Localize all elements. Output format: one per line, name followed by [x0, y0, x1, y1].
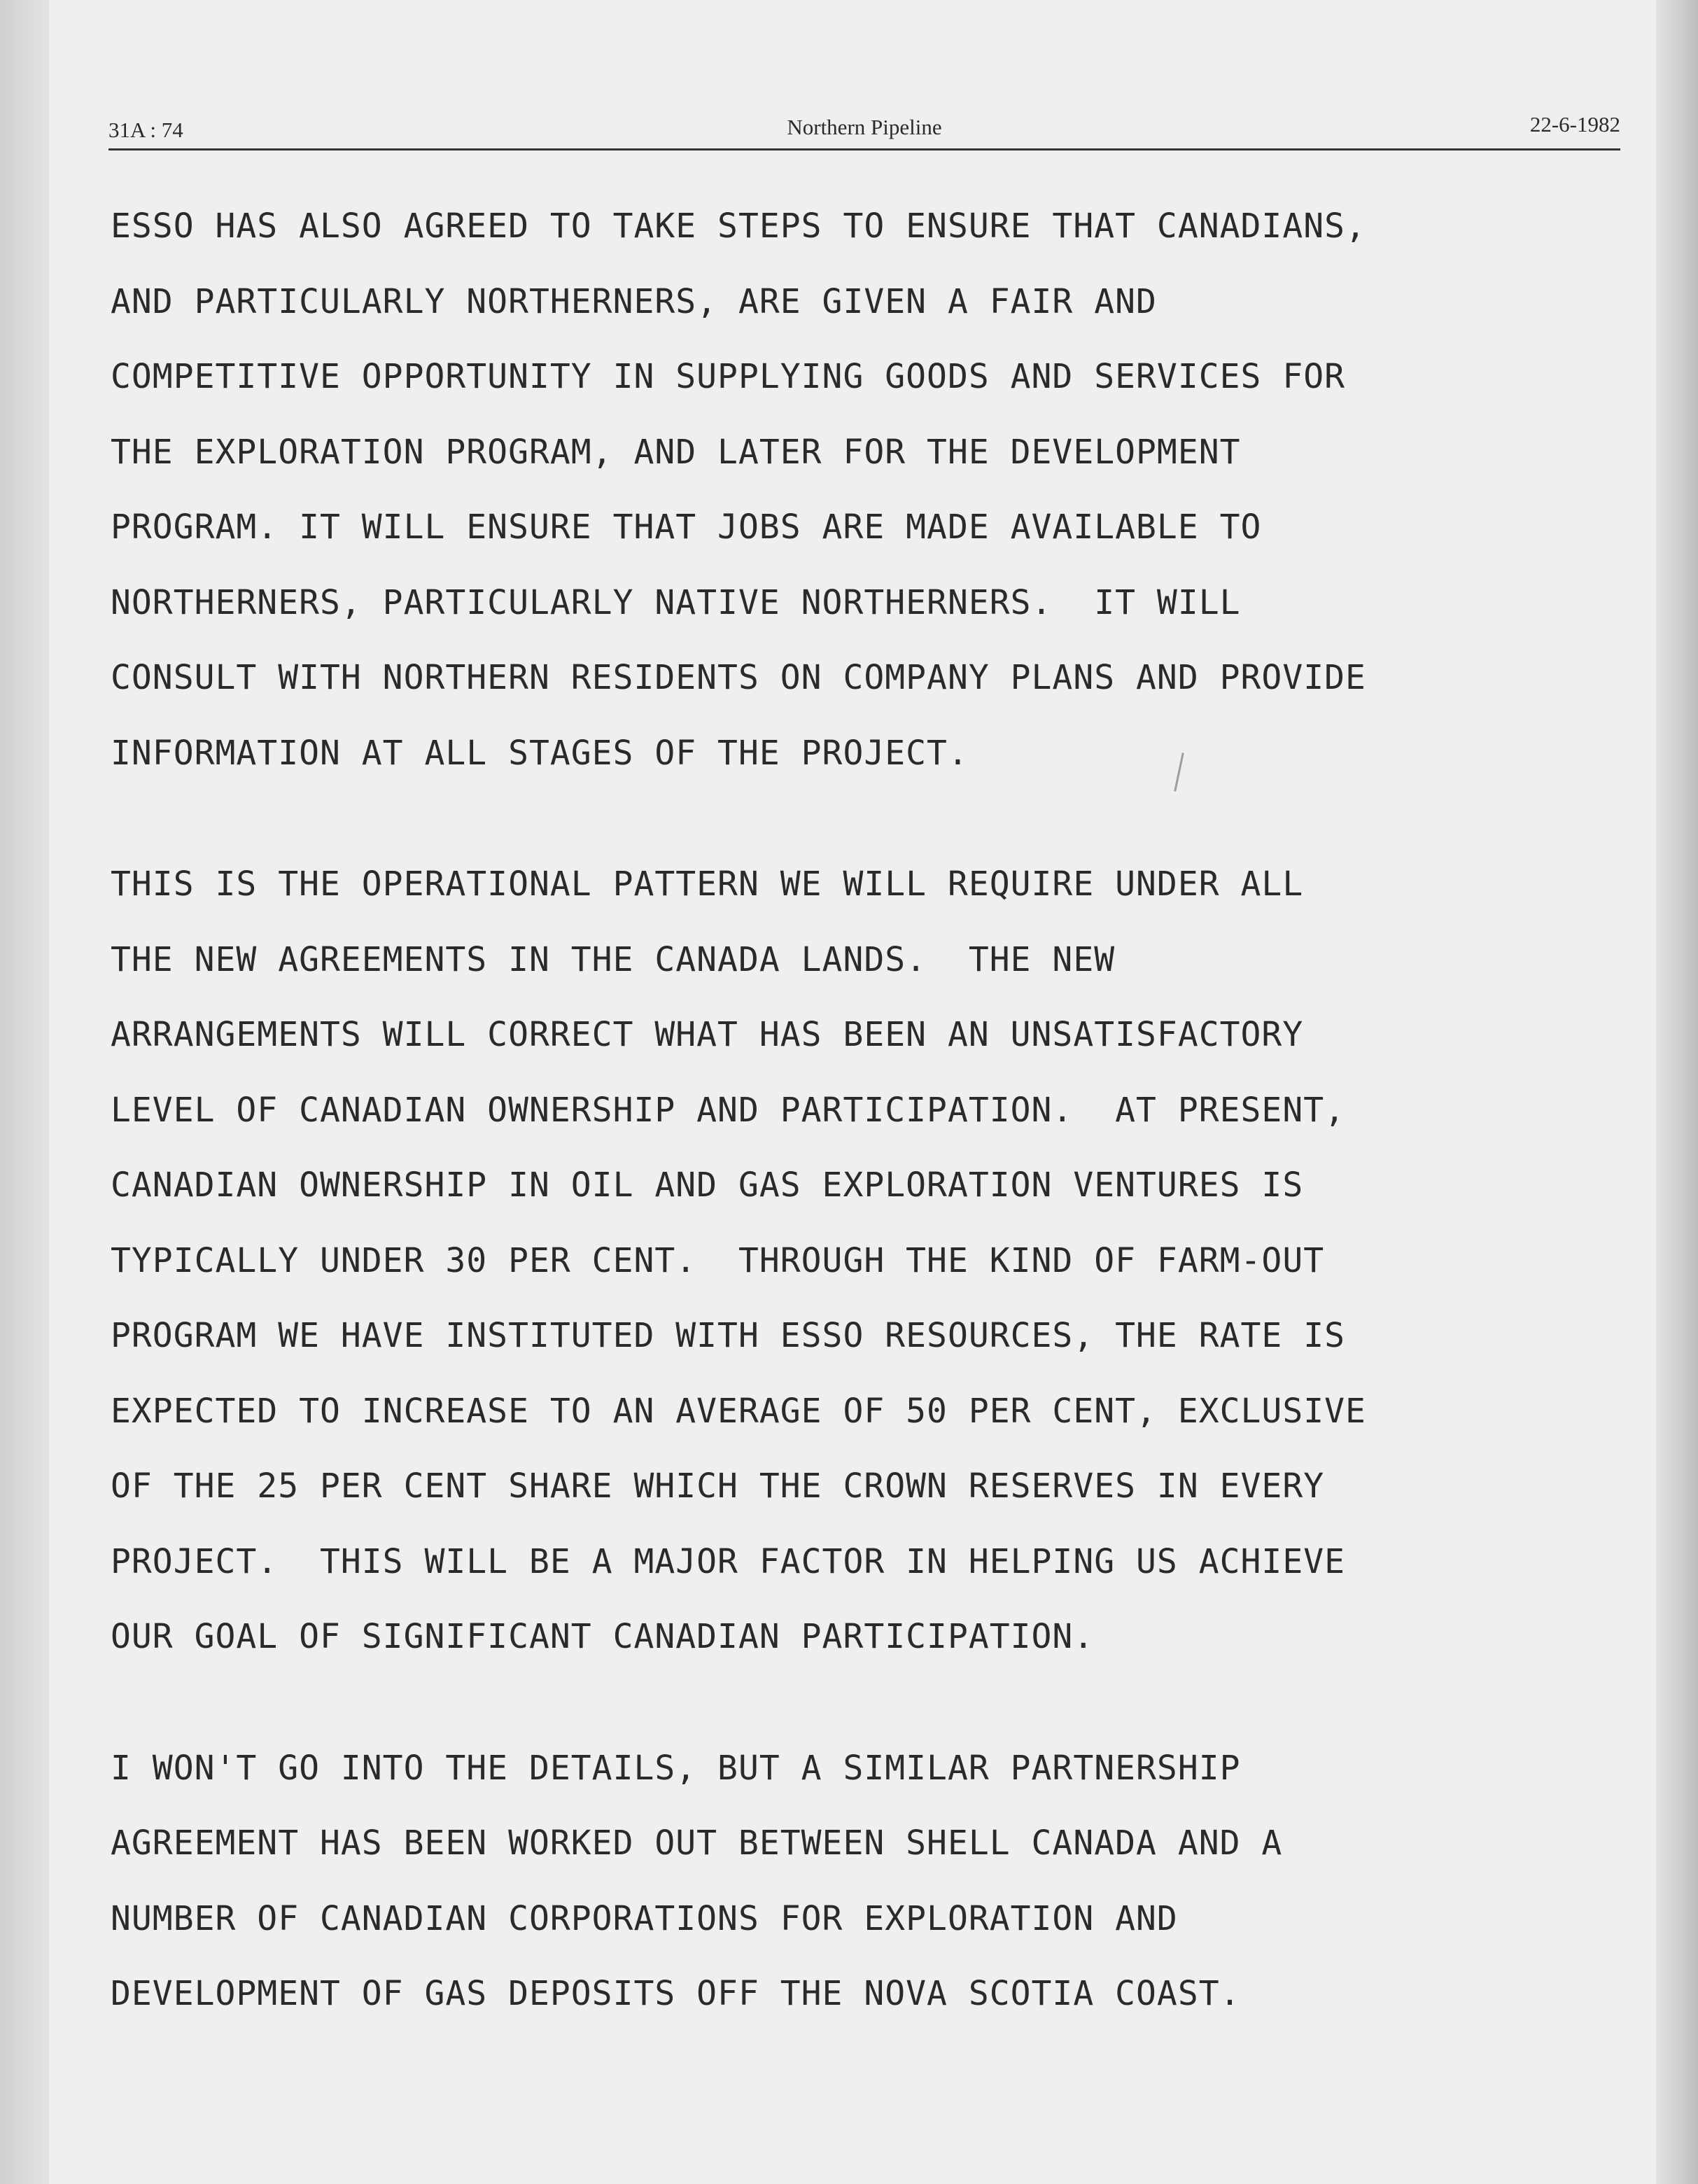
page-reference: 31A : 74 [108, 118, 183, 142]
text-line: CANADIAN OWNERSHIP IN OIL AND GAS EXPLORATION VENTURES IS [111, 1166, 1304, 1205]
text-line: ESSO HAS ALSO AGREED TO TAKE STEPS TO ENSURE THAT CANADIANS, [111, 206, 1366, 246]
paragraph-gap [111, 1675, 1566, 1731]
text-line: PROJECT. THIS WILL BE A MAJOR FACTOR IN HELPING US ACHIEVE [111, 1541, 1346, 1581]
body-text [111, 189, 1566, 2032]
text-line: EXPECTED TO INCREASE TO AN AVERAGE OF 50 PER CENT, EXCLUSIVE [111, 1391, 1366, 1431]
running-header [108, 105, 1620, 150]
paragraph-2 [111, 847, 1566, 1675]
text-line: LEVEL OF CANADIAN OWNERSHIP AND PARTICIPATION. AT PRESENT, [111, 1090, 1346, 1130]
document-date: 22-6-1982 [1529, 112, 1620, 136]
document-title: Northern Pipeline [787, 115, 942, 139]
text-line: THE EXPLORATION PROGRAM, AND LATER FOR THE DEVELOPMENT [111, 432, 1241, 472]
text-line: INFORMATION AT ALL STAGES OF THE PROJECT. [111, 733, 969, 773]
text-line: OUR GOAL OF SIGNIFICANT CANADIAN PARTICIPATION. [111, 1617, 1095, 1656]
text-line: AND PARTICULARLY NORTHERNERS, ARE GIVEN A FAIR AND [111, 281, 1157, 321]
scan-right-edge [1656, 0, 1698, 2184]
text-line: DEVELOPMENT OF GAS DEPOSITS OFF THE NOVA SCOTIA COAST. [111, 1974, 1241, 2013]
text-line: TYPICALLY UNDER 30 PER CENT. THROUGH THE KIND OF FARM-OUT [111, 1240, 1325, 1280]
text-line: I WON'T GO INTO THE DETAILS, BUT A SIMILAR PARTNERSHIP [111, 1748, 1241, 1788]
text-line: PROGRAM. IT WILL ENSURE THAT JOBS ARE MADE AVAILABLE TO [111, 507, 1262, 547]
text-line: THE NEW AGREEMENTS IN THE CANADA LANDS. THE NEW [111, 939, 1116, 979]
text-line: OF THE 25 PER CENT SHARE WHICH THE CROWN RESERVES IN EVERY [111, 1466, 1325, 1506]
paragraph-gap [111, 791, 1566, 847]
text-line: CONSULT WITH NORTHERN RESIDENTS ON COMPANY PLANS AND PROVIDE [111, 658, 1366, 697]
text-line: PROGRAM WE HAVE INSTITUTED WITH ESSO RESOURCES, THE RATE IS [111, 1316, 1346, 1355]
text-line: THIS IS THE OPERATIONAL PATTERN WE WILL REQUIRE UNDER ALL [111, 864, 1304, 904]
text-line: COMPETITIVE OPPORTUNITY IN SUPPLYING GOODS AND SERVICES FOR [111, 357, 1346, 396]
paragraph-3 [111, 1731, 1566, 2032]
text-line: NORTHERNERS, PARTICULARLY NATIVE NORTHERNERS. IT WILL [111, 582, 1241, 622]
text-line: AGREEMENT HAS BEEN WORKED OUT BETWEEN SHELL CANADA AND A [111, 1823, 1283, 1863]
text-line: NUMBER OF CANADIAN CORPORATIONS FOR EXPLORATION AND [111, 1898, 1178, 1938]
text-line: ARRANGEMENTS WILL CORRECT WHAT HAS BEEN AN UNSATISFACTORY [111, 1015, 1304, 1054]
scan-left-edge [0, 0, 49, 2184]
paragraph-1 [111, 189, 1566, 791]
